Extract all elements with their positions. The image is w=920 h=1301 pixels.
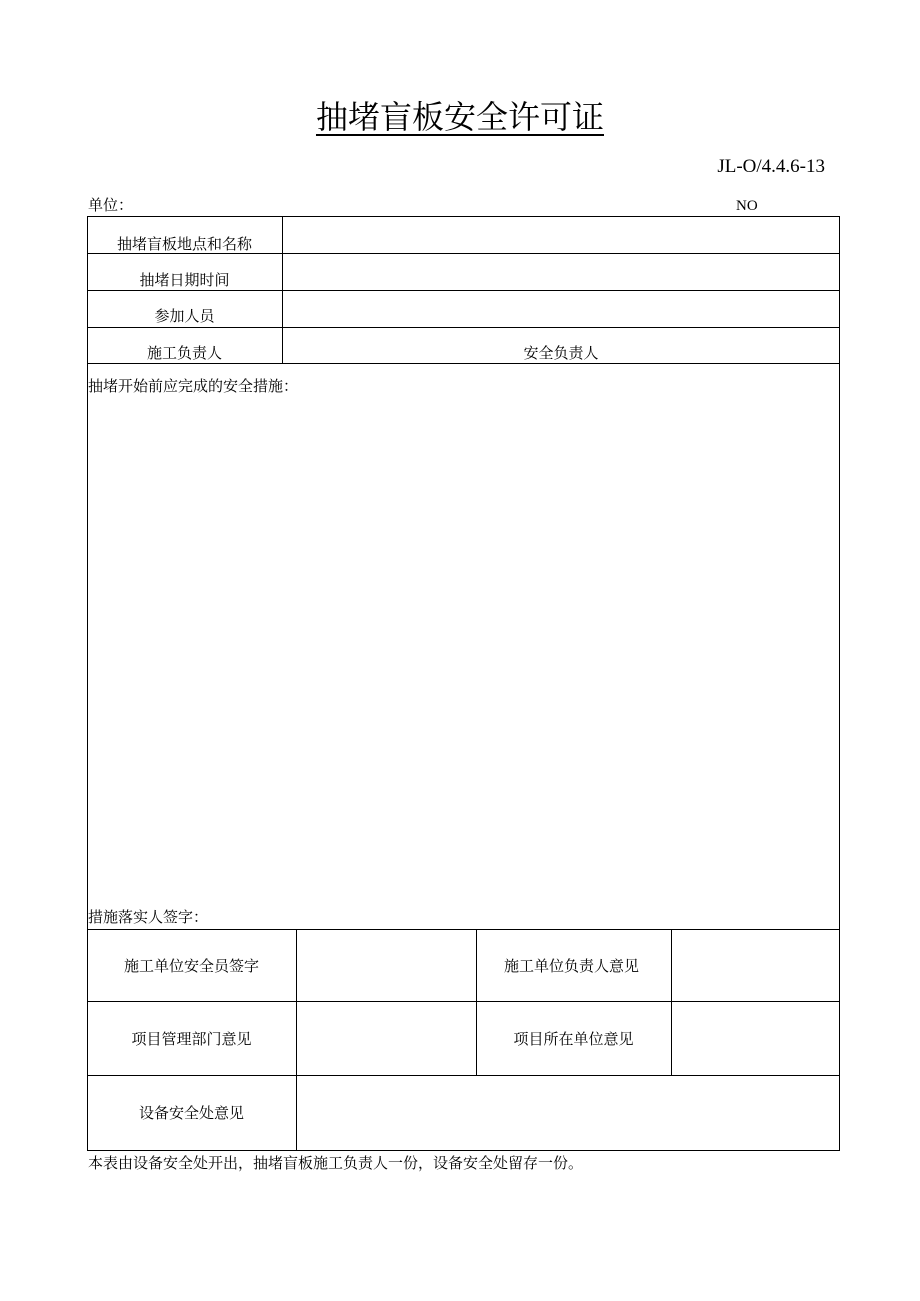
site-and-name-field[interactable] [283, 217, 839, 253]
safety-measures-content[interactable] [89, 400, 837, 900]
top-table-divider-3 [87, 327, 840, 328]
unit-label: 单位： [88, 196, 134, 214]
construction-leader-label: 施工负责人 [146, 344, 222, 362]
measures-signer-label: 措施落实人签字： [88, 908, 209, 926]
construction-leader-opinion-label: 施工单位负责人意见 [503, 957, 639, 975]
safety-officer-sign-field[interactable] [297, 930, 476, 1001]
equipment-safety-opinion-field[interactable] [297, 1076, 839, 1150]
project-unit-opinion-field[interactable] [672, 1002, 839, 1075]
project-dept-opinion-label: 项目管理部门意见 [131, 1030, 252, 1048]
page-title [0, 95, 920, 139]
safety-officer-sign-label: 施工单位安全员签字 [123, 957, 259, 975]
project-unit-opinion-label: 项目所在单位意见 [513, 1030, 634, 1048]
page-title-text: 抽堵盲板安全许可证 [315, 98, 604, 136]
site-and-name-label: 抽堵盲板地点和名称 [116, 235, 252, 253]
equipment-safety-opinion-label: 设备安全处意见 [138, 1104, 244, 1122]
participants-label: 参加人员 [154, 307, 215, 325]
footer-note: 本表由设备安全处开出，抽堵盲板施工负责人一份，设备安全处留存一份。 [88, 1154, 584, 1172]
participants-field[interactable] [283, 291, 839, 327]
approval-col-divider-2 [476, 929, 477, 1076]
date-time-label: 抽堵日期时间 [139, 271, 230, 289]
date-time-field[interactable] [283, 254, 839, 290]
number-label: NO [736, 198, 758, 214]
project-dept-opinion-field[interactable] [297, 1002, 476, 1075]
document-code: JL-O/4.4.6-13 [717, 156, 825, 177]
construction-leader-opinion-field[interactable] [672, 930, 839, 1001]
safety-leader-label: 安全负责人 [523, 344, 599, 362]
safety-measures-label: 抽堵开始前应完成的安全措施： [88, 377, 299, 395]
